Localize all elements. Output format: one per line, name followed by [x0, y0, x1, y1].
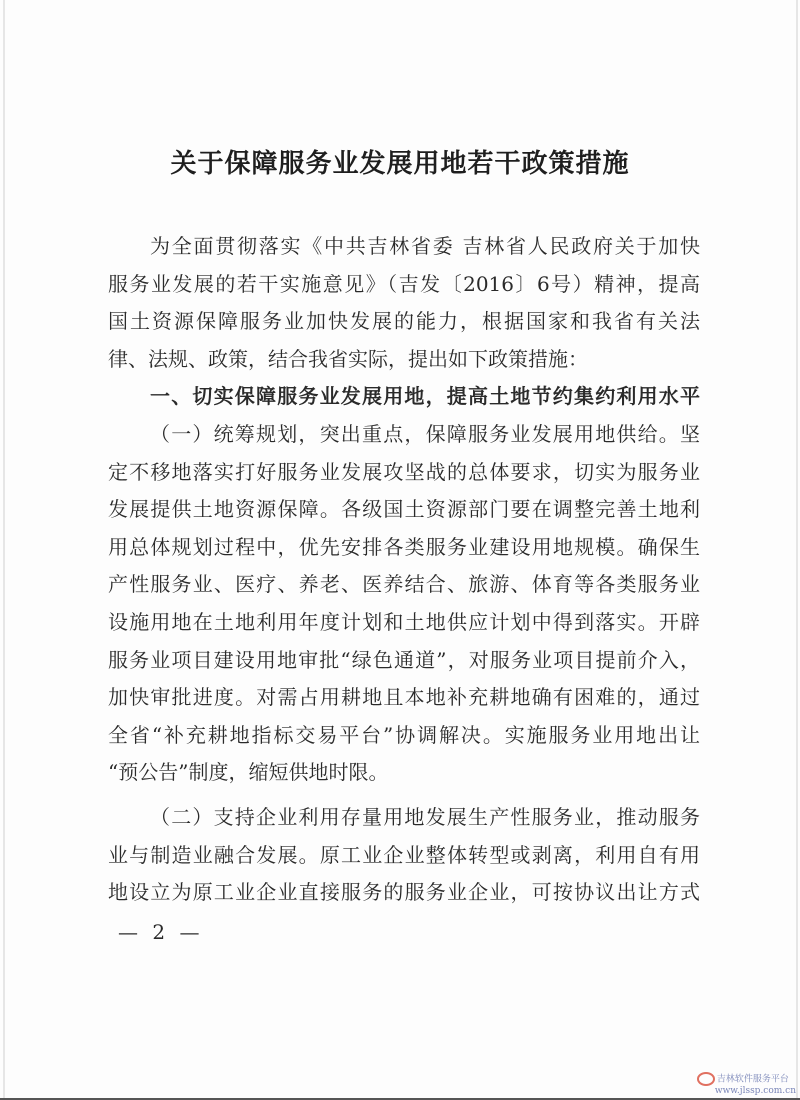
paragraph-line: 服务业项目建设用地审批“绿色通道”，对服务业项目提前介入，	[108, 647, 700, 672]
document-body	[108, 228, 700, 912]
watermark-url: www.jlssp.com.cn	[714, 1086, 796, 1096]
paragraph-line: 加快审批进度。对需占用耕地且本地补充耕地确有困难的，通过	[108, 685, 700, 710]
document-title: 关于保障服务业发展用地若干政策措施	[170, 149, 630, 179]
paragraph-line: 发展提供土地资源保障。各级国土资源部门要在调整完善土地利	[108, 497, 700, 522]
paragraph-line: （一）统筹规划，突出重点，保障服务业发展用地供给。坚	[150, 421, 700, 446]
paragraph-line: “预公告”制度，缩短供地时限。	[108, 760, 389, 785]
paragraph-line: 为全面贯彻落实《中共吉林省委 吉林省人民政府关于加快	[150, 234, 700, 258]
paragraph-line: 国土资源保障服务业加快发展的能力，根据国家和我省有关法	[108, 309, 700, 334]
paragraph-line: 定不移地落实打好服务业发展攻坚战的总体要求，切实为服务业	[108, 459, 700, 484]
paragraph-line: 服务业发展的若干实施意见》（吉发〔2016〕6号）精神，提高	[108, 271, 700, 296]
watermark-text: 吉林软件服务平台	[716, 1074, 789, 1085]
paragraph-line: 业与制造业融合发展。原工业企业整体转型或剥离，利用自有用	[108, 842, 700, 867]
paragraph-line: （二）支持企业利用存量用地发展生产性服务业，推动服务	[150, 804, 700, 829]
paragraph-line: 产性服务业、医疗、养老、医养结合、旅游、体育等各类服务业	[108, 572, 700, 597]
paragraph-line: 设施用地在土地利用年度计划和土地供应计划中得到落实。开辟	[108, 609, 700, 634]
paragraph-line: 地设立为原工业企业直接服务的服务业企业，可按协议出让方式	[108, 880, 700, 905]
paragraph-line: 用总体规划过程中，优先安排各类服务业建设用地规模。确保生	[108, 534, 700, 559]
paragraph-line: 律、法规、政策，结合我省实际，提出如下政策措施：	[108, 346, 588, 371]
watermark-logo-icon	[697, 1072, 715, 1086]
watermark-logo	[697, 1072, 796, 1096]
page-number: — 2 —	[118, 920, 204, 944]
paragraph-line: 全省“补充耕地指标交易平台”协调解决。实施服务业用地出让	[108, 722, 700, 747]
section-heading: 一、切实保障服务业发展用地，提高土地节约集约利用水平	[150, 384, 700, 409]
